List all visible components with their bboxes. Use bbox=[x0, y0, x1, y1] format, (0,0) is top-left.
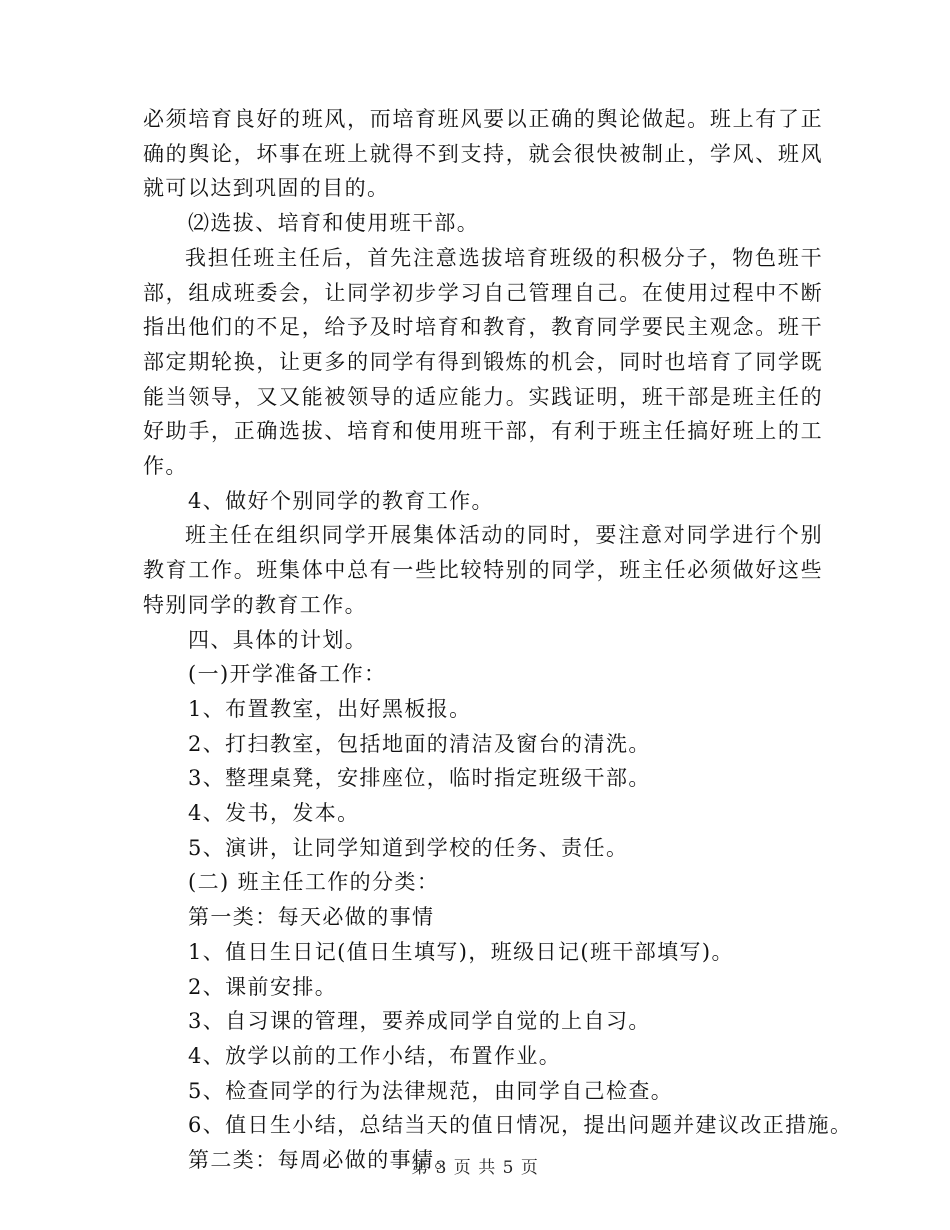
category-heading: 第二类：每周必做的事情。 bbox=[188, 1148, 457, 1173]
list-item: 4、做好个别同学的教育工作。 bbox=[188, 488, 494, 513]
section-heading: 四、具体的计划。 bbox=[188, 627, 368, 652]
list-item: 1、值日生日记(值日生填写)，班级日记(班干部填写)。 bbox=[188, 939, 734, 964]
paragraph: 班主任在组织同学开展集体活动的同时，要注意对同学进行个别教育工作。班集体中总有一些比较特别的同学，班主任必须做好这些特别同学的教育工作。 bbox=[143, 523, 823, 617]
page-number-footer: 第 3 页 共 5 页 bbox=[411, 1158, 539, 1178]
paragraph: 必须培育良好的班风，而培育班风要以正确的舆论做起。班上有了正确的舆论，坏事在班上就得不到支持，就会很快被制止，学风、班风就可以达到巩固的目的。 bbox=[143, 107, 823, 201]
list-item: 3、整理桌凳，安排座位，临时指定班级干部。 bbox=[188, 766, 651, 791]
list-item: 2、课前安排。 bbox=[188, 974, 338, 999]
list-item: 1、布置教室，出好黑板报。 bbox=[188, 696, 472, 721]
list-item: 4、放学以前的工作小结，布置作业。 bbox=[188, 1043, 562, 1068]
list-item: 2、打扫教室，包括地面的清洁及窗台的清洗。 bbox=[188, 731, 651, 756]
paragraph: 我担任班主任后，首先注意选拔培育班级的积极分子，物色班干部，组成班委会，让同学初步学习自己管理自己。在使用过程中不断指出他们的不足，给予及时培育和教育，教育同学要民主观念。班干部定期轮换，让更多的同学有得到锻炼的机会，同时也培育了同学既能当领导，又又能被领导的适应能力。实践证明，班干部是班主任的好助手，正确选拔、培育和使用班干部，有利于班主任搞好班上的工作。 bbox=[143, 245, 823, 479]
list-item: ⑵选拔、培育和使用班干部。 bbox=[188, 211, 480, 236]
document-body bbox=[143, 102, 853, 1178]
list-item: 5、演讲，让同学知道到学校的任务、责任。 bbox=[188, 835, 629, 860]
list-item: 4、发书，发本。 bbox=[188, 801, 360, 826]
category-heading: 第一类：每天必做的事情 bbox=[188, 905, 435, 930]
subsection-heading: (二) 班主任工作的分类： bbox=[188, 870, 440, 895]
list-item: 6、值日生小结，总结当天的值日情况，提出问题并建议改正措施。 bbox=[188, 1113, 853, 1138]
list-item: 5、检查同学的行为法律规范，由同学自己检查。 bbox=[188, 1078, 674, 1103]
list-item: 3、自习课的管理，要养成同学自觉的上自习。 bbox=[188, 1009, 651, 1034]
subsection-heading: (一)开学准备工作： bbox=[188, 662, 387, 687]
